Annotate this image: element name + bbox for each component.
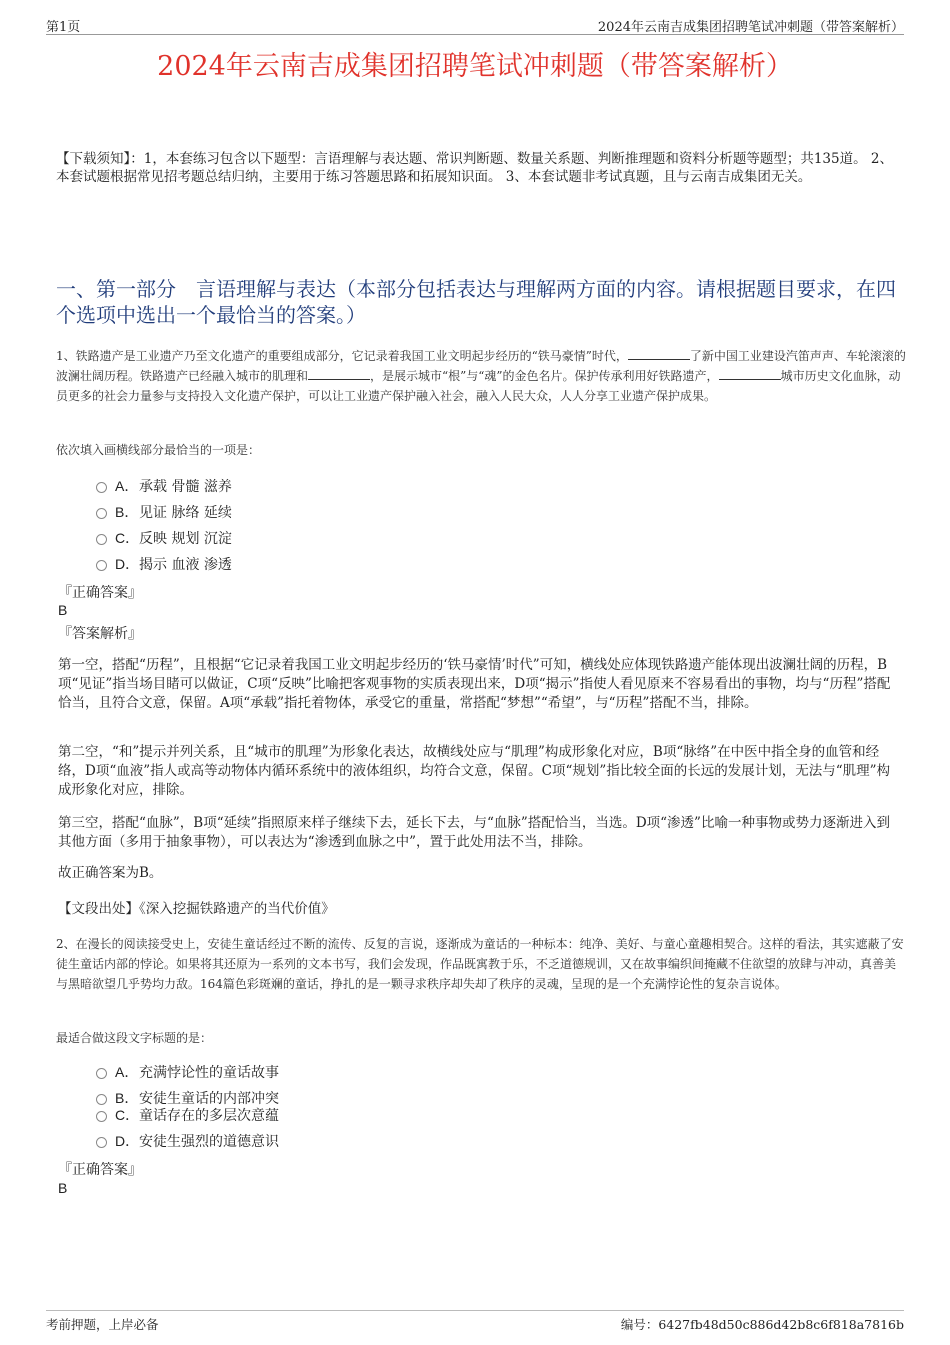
page-title: 2024年云南吉成集团招聘笔试冲刺题（带答案解析） bbox=[157, 51, 793, 82]
q1-option-b[interactable]: B．见证 脉络 延续 bbox=[96, 502, 232, 522]
question-1-prompt: 依次填入画横线部分最恰当的一项是： bbox=[56, 443, 261, 457]
radio-icon[interactable] bbox=[96, 482, 107, 493]
page-header bbox=[46, 14, 904, 35]
q1-option-c[interactable]: C．反映 规划 沉淀 bbox=[96, 528, 232, 548]
header-doc-title: 2024年云南吉成集团招聘笔试冲刺题（带答案解析） bbox=[597, 20, 904, 35]
question-2-prompt: 最适合做这段文字标题的是： bbox=[56, 1031, 213, 1045]
q2-answer-label: 『正确答案』 bbox=[58, 1162, 142, 1178]
blank-3 bbox=[719, 367, 781, 380]
q2-option-c[interactable]: C．童话存在的多层次意蕴 bbox=[96, 1105, 279, 1125]
q2-option-a[interactable]: A．充满悖论性的童话故事 bbox=[96, 1062, 279, 1082]
footer-doc-id: 编号：6427fb48d50c886d42b8c6f818a7816b bbox=[620, 1317, 904, 1332]
q1-analysis-para-1: 第一空，搭配“历程”，且根据“它记录着我国工业文明起步经历的‘铁马豪情’时代”可知，横线处应体现铁路遗产能体现出波澜壮阔的历程，B项“见证”指当场目睹可以做证，C项“反映”比喻把客观事物的实质表现出来，D项“揭示”指使人看见原来不容易看出的事物，均与“历程”搭配恰当，且符合文意，保留。A项“承载”指托着物体，承受它的重量，常搭配“梦想”“希望”，与“历程”搭配不当，排除。 bbox=[58, 657, 891, 711]
radio-icon[interactable] bbox=[96, 508, 107, 519]
download-notice: 【下载须知】：1，本套练习包含以下题型：言语理解与表达题、常识判断题、数量关系题、判断推理题和资料分析题等题型；共135道。 2、本套试题根据常见招考题总结归纳，主要用于练习答题思路和拓展知识面。 3、本套试题非考试真题，且与云南吉成集团无关。 bbox=[56, 151, 893, 185]
q2-option-d[interactable]: D．安徒生强烈的道德意识 bbox=[96, 1131, 279, 1151]
page-number: 第1页 bbox=[46, 20, 81, 35]
radio-icon[interactable] bbox=[96, 1094, 107, 1105]
question-1-stem: 1、铁路遗产是工业遗产乃至文化遗产的重要组成部分，它记录着我国工业文明起步经历的“铁马豪情”时代， 了新中国工业建设汽笛声声、车轮滚滚的波澜壮阔历程。铁路遗产已经融入城市的肌理和 ，是展示城市“根”与“魂”的金色名片。保护传承利用好铁路遗产， 城市历史文化血脉，动员更多的社会力量参与支持投入文化遗产保护，可以让工业遗产保护融入社会，融入人民大众，人人分享工业遗产保护成果。 bbox=[56, 349, 906, 403]
blank-1 bbox=[628, 347, 690, 360]
blank-2 bbox=[308, 367, 370, 380]
page-footer bbox=[46, 1310, 904, 1332]
radio-icon[interactable] bbox=[96, 1137, 107, 1148]
radio-icon[interactable] bbox=[96, 560, 107, 571]
q2-answer: B bbox=[58, 1180, 68, 1196]
q1-analysis-label: 『答案解析』 bbox=[58, 626, 142, 642]
q2-option-b[interactable]: B．安徒生童话的内部冲突 bbox=[96, 1088, 279, 1108]
q1-answer: B bbox=[58, 602, 68, 618]
q1-option-a[interactable]: A．承载 骨髓 滋养 bbox=[96, 476, 232, 496]
q1-option-d[interactable]: D．揭示 血液 渗透 bbox=[96, 554, 232, 574]
section-heading: 一、第一部分 言语理解与表达（本部分包括表达与理解两方面的内容。请根据题目要求，在四个选项中选出一个最恰当的答案。） bbox=[56, 277, 896, 327]
q1-analysis-para-2: 第二空，“和”提示并列关系，且“城市的肌理”为形象化表达，故横线处应与“肌理”构成形象化对应，B项“脉络”在中医中指全身的血管和经络，D项“血液”指人或高等动物体内循环系统中的液体组织，均符合文意，保留。C项“规划”指比较全面的长远的发展计划，无法与“肌理”构成形象化对应，排除。 bbox=[58, 744, 891, 798]
radio-icon[interactable] bbox=[96, 1111, 107, 1122]
question-2-stem: 2、在漫长的阅读接受史上，安徒生童话经过不断的流传、反复的言说，逐渐成为童话的一种标本：纯净、美好、与童心童趣相契合。这样的看法，其实遮蔽了安徒生童话内部的悖论。如果将其还原为一系列的文本书写，我们会发现，作品既寓教于乐，不乏道德规训，又在故事编织间掩藏不住欲望的放肆与冲动，真善美与黑暗欲望几乎势均力敌。164篇色彩斑斓的童话，挣扎的是一颗寻求秩序却失却了秩序的灵魂，呈现的是一个充满悖论性的复杂言说体。 bbox=[56, 937, 904, 991]
q1-source: 【文段出处】《深入挖掘铁路遗产的当代价值》 bbox=[58, 901, 335, 917]
q1-answer-label: 『正确答案』 bbox=[58, 585, 142, 601]
footer-slogan: 考前押题，上岸必备 bbox=[46, 1317, 159, 1332]
q1-analysis-conclusion: 故正确答案为B。 bbox=[58, 865, 163, 881]
radio-icon[interactable] bbox=[96, 534, 107, 545]
q1-analysis-para-3: 第三空，搭配“血脉”，B项“延续”指照原来样子继续下去，延长下去，与“血脉”搭配恰当，当选。D项“渗透”比喻一种事物或势力逐渐进入到其他方面（多用于抽象事物），可以表达为“渗透到血脉之中”，置于此处用法不当，排除。 bbox=[58, 815, 890, 850]
radio-icon[interactable] bbox=[96, 1068, 107, 1079]
